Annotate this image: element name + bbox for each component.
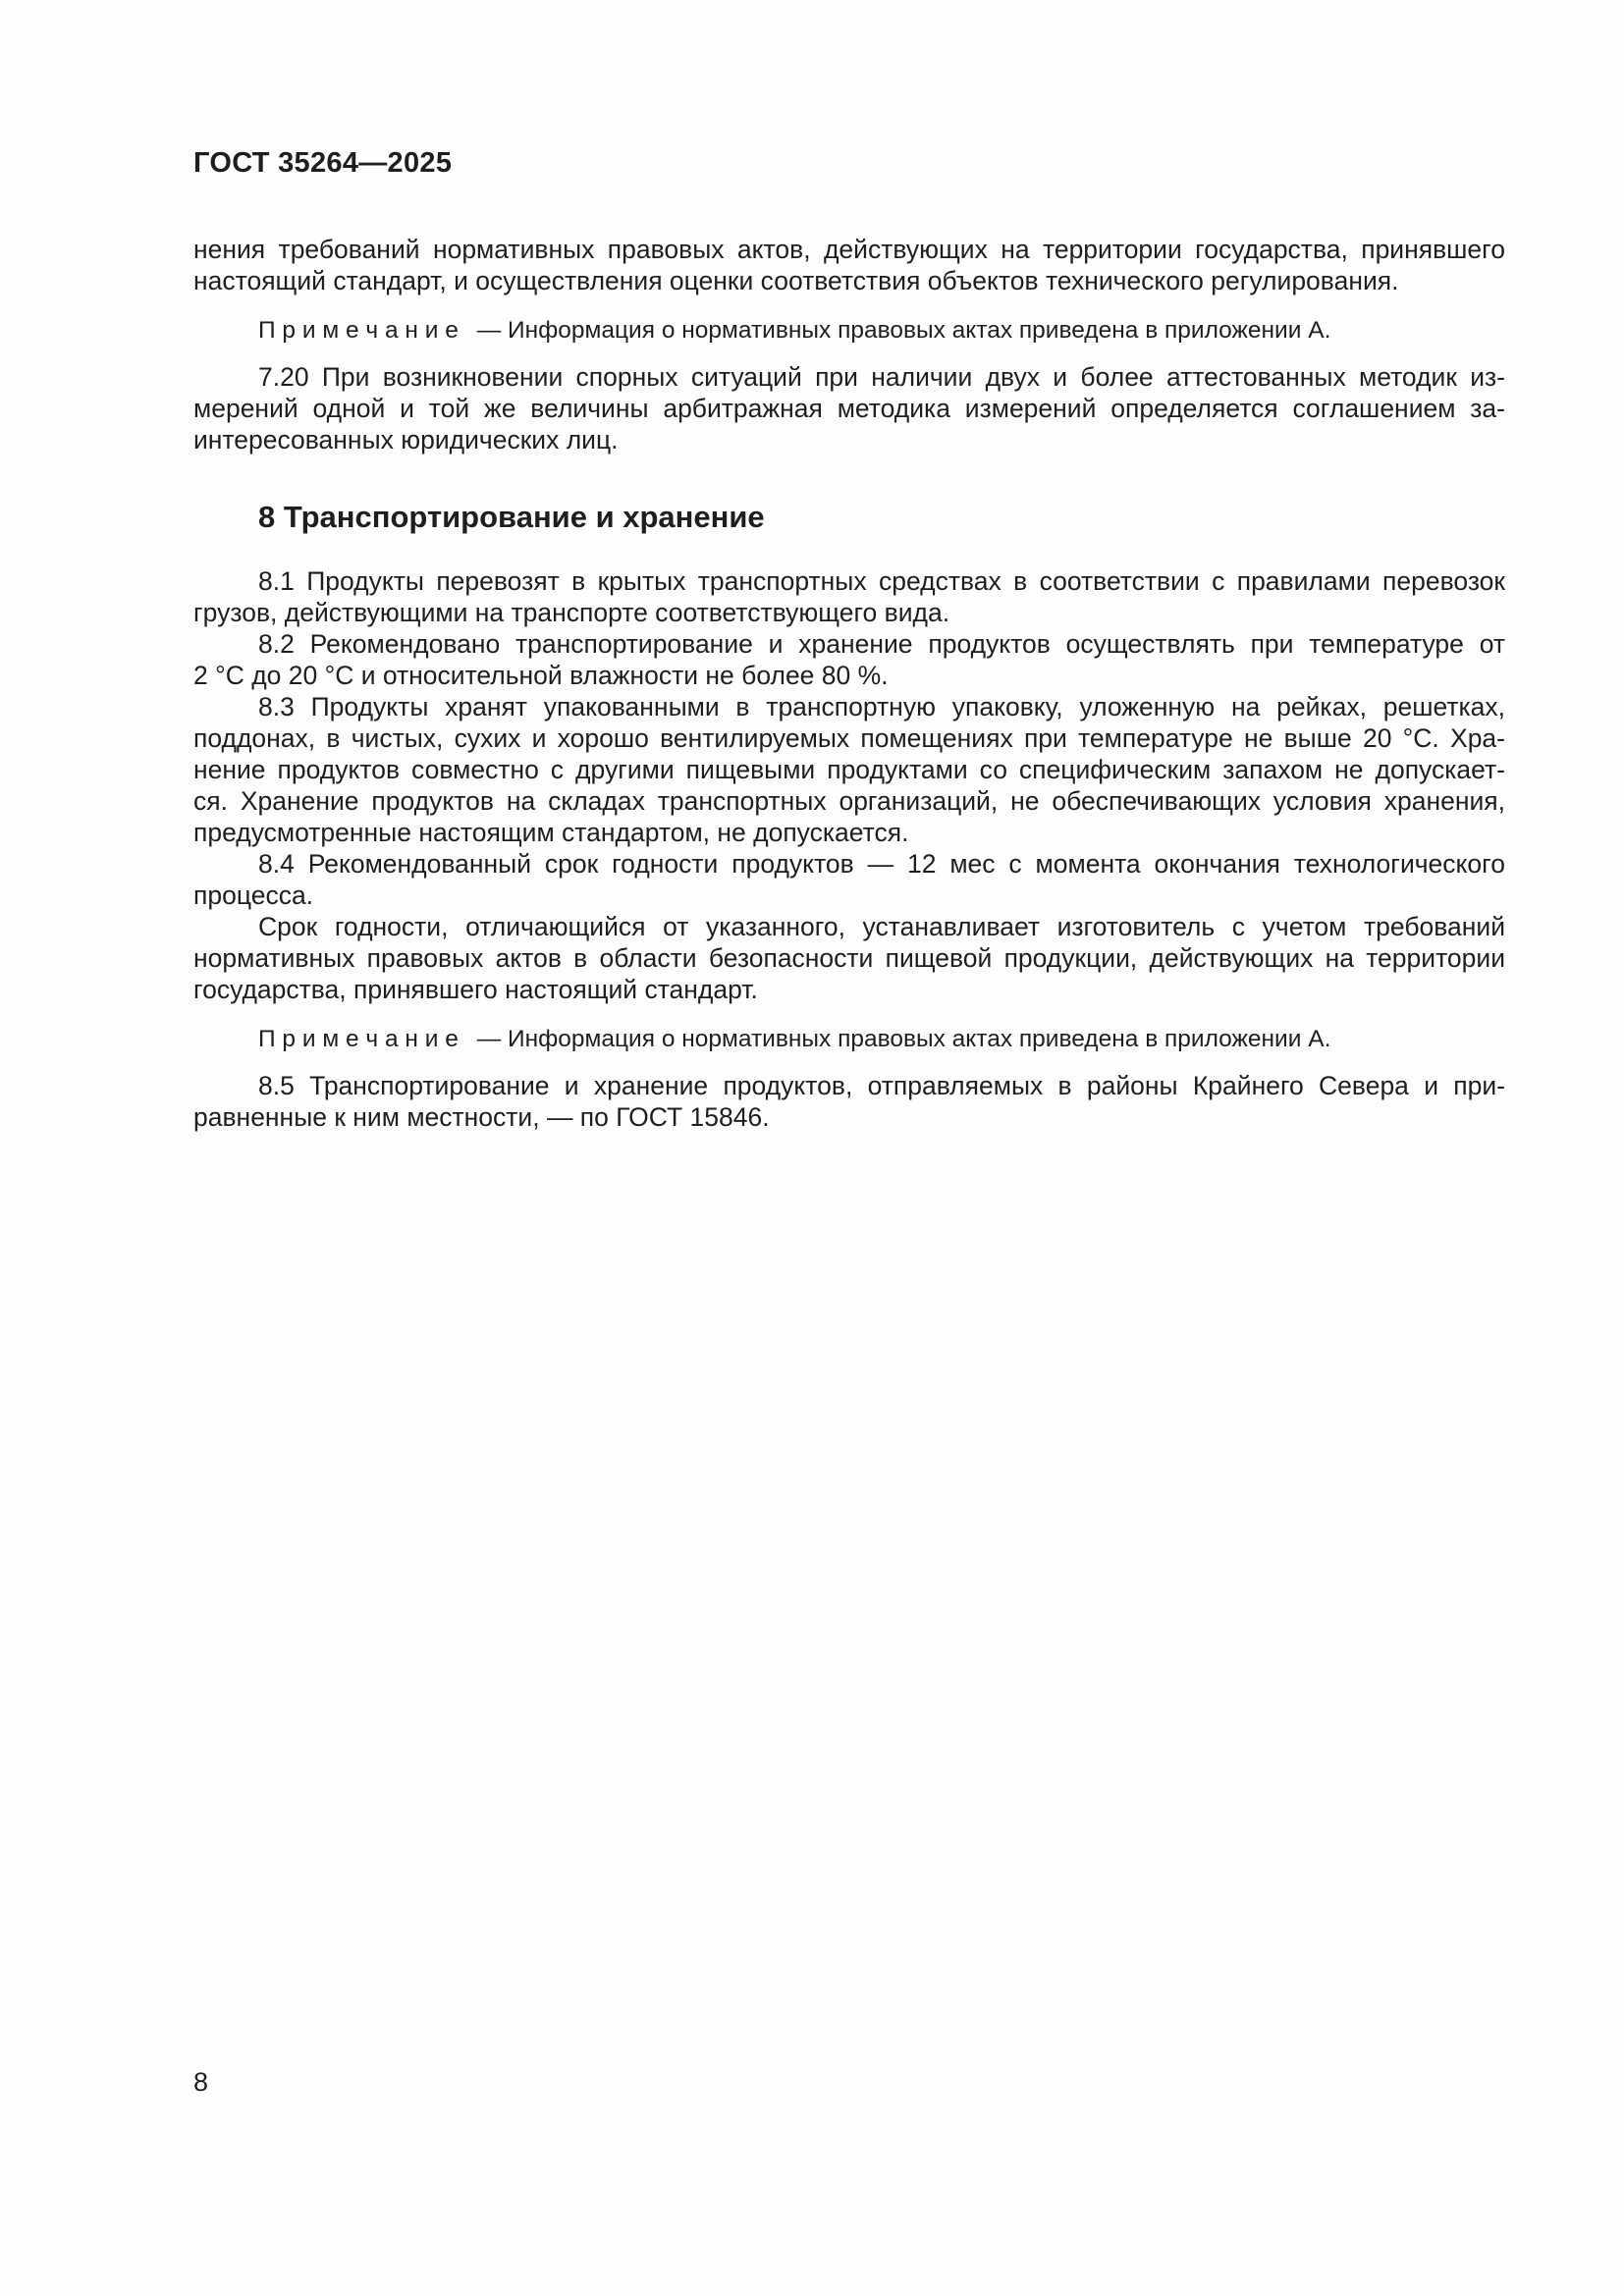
text-line: грузов, действующими на транспорте соответствующего вида. xyxy=(193,598,950,627)
body-paragraph xyxy=(193,911,1505,1005)
note xyxy=(193,1025,1505,1054)
text-line: нение продуктов совместно с другими пищевыми продуктами со специфическим запахом не допускает- xyxy=(193,755,1505,784)
text-line: 8.3 Продукты хранят упакованными в транспортную упаковку, уложенную на рейках, решетках, xyxy=(258,692,1505,721)
text-line: 7.20 При возникновении спорных ситуаций при наличии двух и более аттестованных методик из- xyxy=(258,362,1505,392)
page-number: 8 xyxy=(193,2067,209,2097)
text-line: ся. Хранение продуктов на складах транспортных организаций, не обеспечивающих условия хранения, xyxy=(193,786,1505,816)
body-paragraph xyxy=(193,848,1505,911)
note-text: — Информация о нормативных правовых актах приведена в приложении А. xyxy=(476,1026,1331,1052)
note-label: П р и м е ч а н и е xyxy=(258,317,459,344)
text-line: равненные к ним местности, — по ГОСТ 15846. xyxy=(193,1102,770,1132)
body-paragraph xyxy=(193,361,1505,455)
text-line: нения требований нормативных правовых актов, действующих на территории государства, принявшего xyxy=(193,235,1505,264)
text-line: 8.4 Рекомендованный срок годности продуктов — 12 мес с момента окончания технологического xyxy=(258,849,1505,879)
section-heading: 8 Транспортирование и хранение xyxy=(258,500,765,534)
text-line: предусмотренные настоящим стандартом, не допускается. xyxy=(193,818,909,847)
text-line: 8.2 Рекомендовано транспортирование и хранение продуктов осуществлять при температуре от xyxy=(258,629,1505,659)
body-paragraph xyxy=(193,628,1505,691)
body-paragraph xyxy=(193,691,1505,848)
text-line: поддонах, в чистых, сухих и хорошо вентилируемых помещениях при температуре не выше 20 °С. Хра- xyxy=(193,723,1505,753)
text-line: 8.5 Транспортирование и хранение продуктов, отправляемых в районы Крайнего Севера и при- xyxy=(258,1071,1505,1100)
body-paragraph xyxy=(193,234,1505,296)
text-line: мерений одной и той же величины арбитражная методика измерений определяется соглашением за- xyxy=(193,394,1505,423)
running-header: ГОСТ 35264—2025 xyxy=(193,147,453,179)
text-line: настоящий стандарт, и осуществления оценки соответствия объектов технического регулирования. xyxy=(193,266,1399,295)
note-label: П р и м е ч а н и е xyxy=(258,1026,459,1052)
text-line: 2 °С до 20 °С и относительной влажности не более 80 %. xyxy=(193,661,889,690)
text-line: Срок годности, отличающийся от указанного, устанавливает изготовитель с учетом требований xyxy=(258,912,1505,941)
note xyxy=(193,316,1505,346)
text-line: государства, принявшего настоящий стандарт. xyxy=(193,975,758,1004)
page-content xyxy=(193,234,1505,1133)
text-line: нормативных правовых актов в области безопасности пищевой продукции, действующих на территории xyxy=(193,943,1505,973)
text-line: процесса. xyxy=(193,881,314,910)
text-line: 8.1 Продукты перевозят в крытых транспортных средствах в соответствии с правилами перевозок xyxy=(258,566,1505,596)
text-line: интересованных юридических лиц. xyxy=(193,425,619,454)
note-text: — Информация о нормативных правовых актах приведена в приложении А. xyxy=(476,317,1331,344)
body-paragraph xyxy=(193,565,1505,628)
body-paragraph xyxy=(193,1070,1505,1133)
